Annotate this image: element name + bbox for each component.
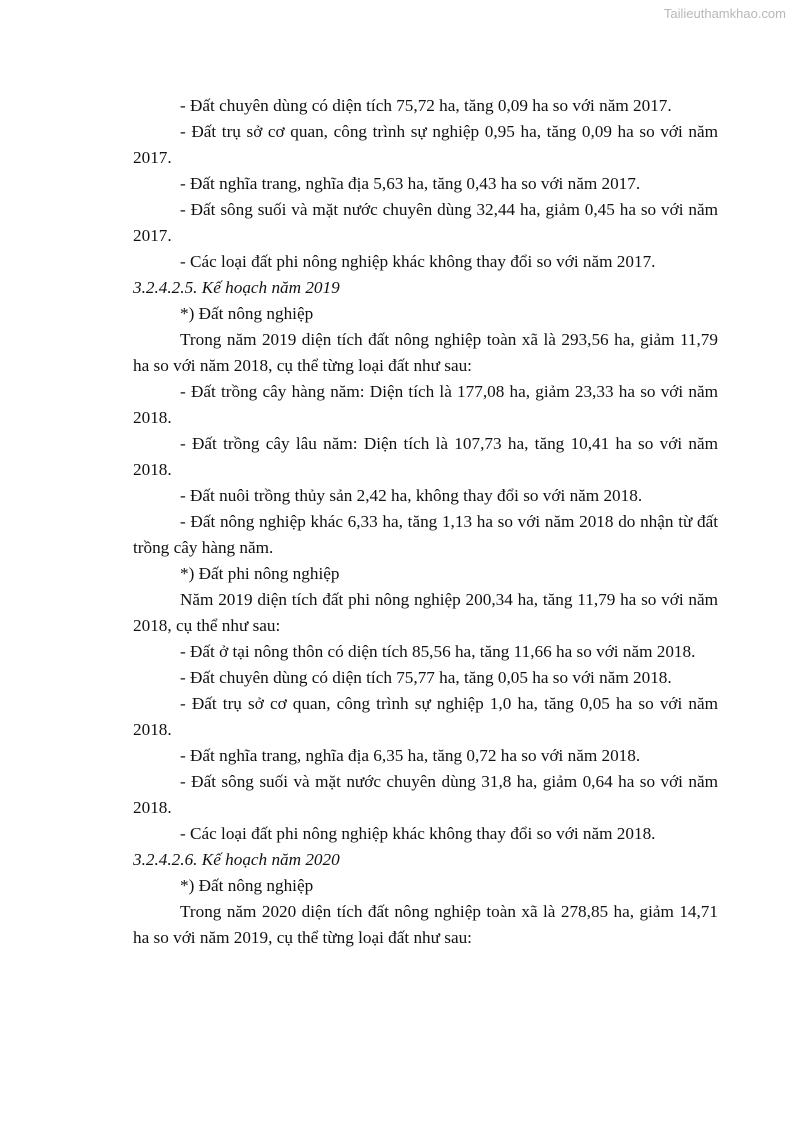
paragraph-10: - Đất trồng cây lâu năm: Diện tích là 107,73 ha, tăng 10,41 ha so với năm 2018.	[133, 434, 718, 479]
subheading-non-agricultural-land-2019: *) Đất phi nông nghiệp	[180, 564, 340, 583]
paragraph-12: - Đất nông nghiệp khác 6,33 ha, tăng 1,13 ha so với năm 2018 do nhận từ đất trồng cây hàng năm.	[133, 512, 718, 557]
paragraph-19: - Đất sông suối và mặt nước chuyên dùng 31,8 ha, giảm 0,64 ha so với năm 2018.	[133, 772, 718, 817]
paragraph-18: - Đất nghĩa trang, nghĩa địa 6,35 ha, tăng 0,72 ha so với năm 2018.	[180, 746, 641, 765]
paragraph-11: - Đất nuôi trồng thủy sản 2,42 ha, không thay đổi so với năm 2018.	[180, 486, 643, 505]
subheading-agricultural-land-2019: *) Đất nông nghiệp	[180, 304, 314, 323]
document-body	[133, 93, 718, 951]
watermark-text: Tailieuthamkhao.com	[663, 6, 786, 21]
paragraph-8: Trong năm 2019 diện tích đất nông nghiệp toàn xã là 293,56 ha, giảm 11,79 ha so với năm 2018, cụ thể từng loại đất như sau:	[133, 330, 718, 375]
subheading-agricultural-land-2020: *) Đất nông nghiệp	[180, 876, 314, 895]
paragraph-14: Năm 2019 diện tích đất phi nông nghiệp 200,34 ha, tăng 11,79 ha so với năm 2018, cụ thể như sau:	[133, 590, 718, 635]
paragraph-5: - Các loại đất phi nông nghiệp khác không thay đổi so với năm 2017.	[180, 252, 656, 271]
paragraph-2: - Đất trụ sở cơ quan, công trình sự nghiệp 0,95 ha, tăng 0,09 ha so với năm 2017.	[133, 122, 718, 167]
paragraph-3: - Đất nghĩa trang, nghĩa địa 5,63 ha, tăng 0,43 ha so với năm 2017.	[180, 174, 641, 193]
section-heading-2019: 3.2.4.2.5. Kế hoạch năm 2019	[133, 278, 340, 297]
paragraph-20: - Các loại đất phi nông nghiệp khác không thay đổi so với năm 2018.	[180, 824, 656, 843]
paragraph-17: - Đất trụ sở cơ quan, công trình sự nghiệp 1,0 ha, tăng 0,05 ha so với năm 2018.	[133, 694, 718, 739]
paragraph-23: Trong năm 2020 diện tích đất nông nghiệp toàn xã là 278,85 ha, giảm 14,71 ha so với năm 2019, cụ thể từng loại đất như sau:	[133, 902, 718, 947]
paragraph-15: - Đất ở tại nông thôn có diện tích 85,56 ha, tăng 11,66 ha so với năm 2018.	[180, 642, 696, 661]
paragraph-4: - Đất sông suối và mặt nước chuyên dùng 32,44 ha, giảm 0,45 ha so với năm 2017.	[133, 200, 718, 245]
paragraph-9: - Đất trồng cây hàng năm: Diện tích là 177,08 ha, giảm 23,33 ha so với năm 2018.	[133, 382, 718, 427]
section-heading-2020: 3.2.4.2.6. Kế hoạch năm 2020	[133, 850, 340, 869]
paragraph-16: - Đất chuyên dùng có diện tích 75,77 ha, tăng 0,05 ha so với năm 2018.	[180, 668, 672, 687]
paragraph-1: - Đất chuyên dùng có diện tích 75,72 ha, tăng 0,09 ha so với năm 2017.	[180, 96, 672, 115]
